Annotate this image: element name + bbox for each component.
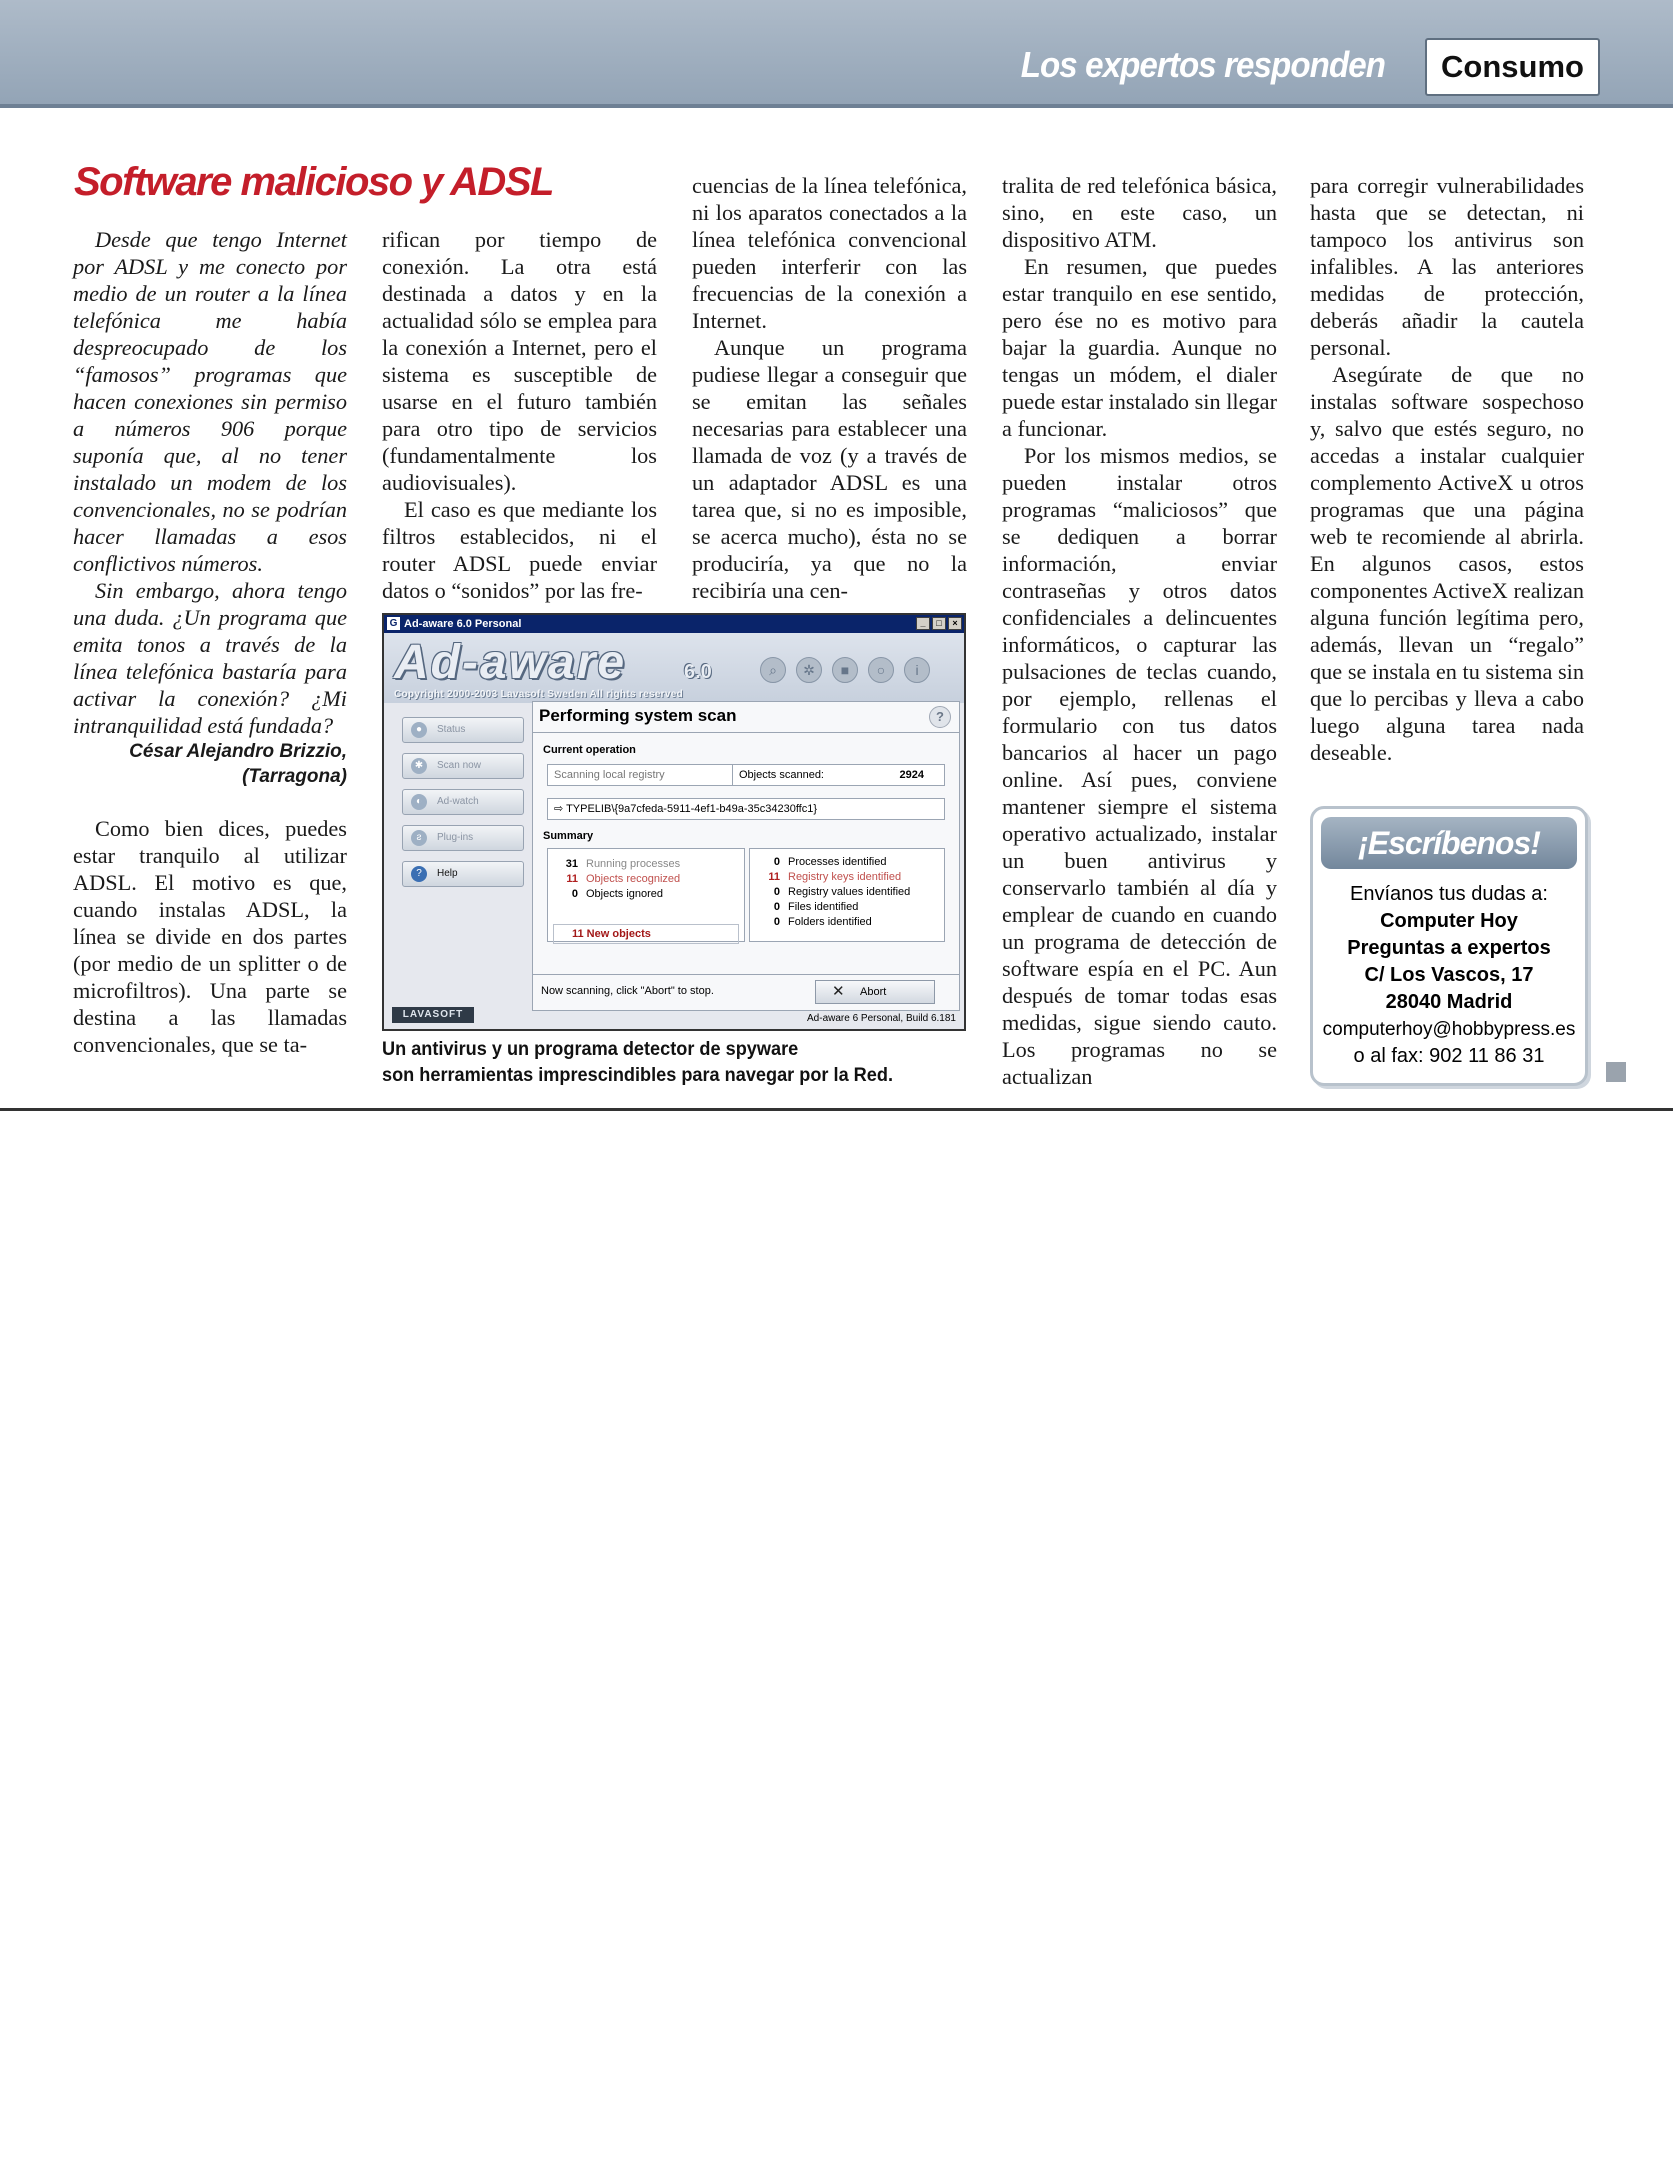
current-operation-label: Current operation: [543, 744, 636, 756]
sidebar-adwatch-button[interactable]: ◐ Ad-watch: [402, 789, 524, 815]
column-2: [382, 226, 657, 604]
consumo-tab: Consumo: [1425, 38, 1600, 96]
sidebar-status-button[interactable]: ● Status: [402, 717, 524, 743]
contact-fax: o al fax: 902 11 86 31: [1353, 1045, 1545, 1067]
column-1: [73, 226, 347, 1058]
close-icon[interactable]: ×: [948, 617, 962, 630]
section-title: Los expertos responden: [1020, 44, 1385, 85]
cube-icon[interactable]: ■: [832, 657, 858, 683]
caption-line-1: Un antivirus y un programa detector de spyware: [382, 1038, 799, 1060]
scan-panel-title: Performing system scan: [539, 706, 737, 725]
reader-question: Desde que tengo Internet por ADSL y me conecto por medio de un router a la línea telefónica me había despreocupado de los “famosos” programas que hacen conexiones sin permiso a números 906 porque suponía que, al no tener instalado un modem de los convencionales, no se podrían hacer llamadas a esos conflictivos números.: [73, 227, 347, 576]
paragraph: tralita de red telefónica básica, sino, en este caso, un dispositivo ATM.: [1002, 173, 1277, 252]
x-icon: ✕: [832, 983, 845, 1000]
summary-row: 0 Files identified: [773, 901, 859, 913]
paragraph: Aunque un programa pudiese llegar a conseguir que se emitan las señales necesarias para establecer una llamada de voz (y a través de un adaptador ADSL es una tarea que, si no es imposible, se acerca mucho), ésta no se produciría, ya que no la recibiría una cen-: [692, 335, 967, 603]
help-icon: ?: [411, 866, 427, 882]
summary-row: 11 Registry keys identified: [768, 871, 902, 883]
abort-button[interactable]: ✕ Abort: [815, 980, 935, 1004]
sidebar-plugins-button[interactable]: ƨ Plug-ins: [402, 825, 524, 851]
contact-department: Preguntas a expertos: [1347, 937, 1551, 959]
status-icon: ●: [411, 722, 427, 738]
paragraph: Por los mismos medios, se pueden instalar otros programas “maliciosos” que se dediquen a borrar información, enviar contraseñas y otros datos confidenciales a delincuentes informáticos, o capturar las pulsaciones de teclas cuando, por ejemplo, rellenas el formulario con tus datos bancarios al hacer un pago online. Así pues, conviene mantener siempre el sistema operativo actualizado, instalar un buen antivirus y conservarlo también al día y emplear de cuando en cuando un programa de detección de software espía en el PC. Aun después de tomar todas esas medidas, sigue siendo cauto. Los programas no se actualizan: [1002, 443, 1277, 1089]
contact-intro: Envíanos tus dudas a:: [1350, 883, 1548, 905]
app-icon: G: [387, 617, 400, 630]
answer-paragraph: Como bien dices, puedes estar tranquilo al utilizar ADSL. El motivo es que, cuando instalas ADSL, la línea se divide en dos partes (por medio de un splitter o de microfiltros). Una parte se destina a las llamadas convencionales, que se ta-: [73, 816, 347, 1057]
minimize-icon[interactable]: _: [916, 617, 930, 630]
window-titlebar: [384, 615, 964, 633]
summary-row: 11 Objects recognized: [566, 873, 681, 885]
objects-scanned-label: Objects scanned:: [739, 769, 824, 781]
summary-row: 0 Registry values identified: [773, 886, 911, 898]
end-of-article-mark: [1606, 1062, 1626, 1082]
app-version: 6.0: [684, 661, 712, 683]
summary-row: 0 Folders identified: [773, 916, 872, 928]
summary-right-box: [749, 848, 945, 942]
new-objects-count: 11 New objects: [553, 924, 739, 944]
maximize-icon[interactable]: □: [932, 617, 946, 630]
paragraph: para corregir vulnerabilidades hasta que se detectan, ni tampoco los antivirus son infalibles. A las anteriores medidas de protección, deberás añadir la cautela personal.: [1310, 173, 1584, 360]
registry-key-value: TYPELIB\{9a7cfeda-5911-4ef1-b49a-35c34230ffc1}: [566, 803, 818, 815]
paragraph: El caso es que mediante los filtros establecidos, ni el router ADSL puede enviar datos o “sonidos” por las fre-: [382, 497, 657, 603]
scan-panel: [532, 701, 960, 1011]
build-info: Ad-aware 6 Personal, Build 6.181: [807, 1013, 956, 1024]
status-bar: [533, 974, 959, 1010]
scan-icon: ✱: [411, 758, 427, 774]
paragraph: En resumen, que puedes estar tranquilo en ese sentido, pero ése no es motivo para bajar la guardia. Aunque no tengas un módem, el dialer puede estar instalado sin llegar a funcionar.: [1002, 254, 1277, 441]
info-icon[interactable]: i: [904, 657, 930, 683]
app-logo: Ad-aware: [394, 636, 627, 689]
article-title: Software malicioso y ADSL: [74, 160, 553, 204]
signature-name: César Alejandro Brizzio,: [129, 741, 347, 762]
adaware-screenshot: [382, 613, 966, 1031]
column-5: [1310, 172, 1584, 766]
window-title: Ad-aware 6.0 Personal: [404, 618, 522, 630]
figure-caption: [382, 1036, 940, 1088]
sidebar-help-button[interactable]: ? Help: [402, 861, 524, 887]
search-icon[interactable]: ⌕: [760, 657, 786, 683]
paragraph: rifican por tiempo de conexión. La otra está destinada a datos y en la actualidad sólo se emplea para la conexión a Internet, pero el sistema es susceptible de usarse en el futuro también para otro tipo de servicios (fundamentalmente los audiovisuales).: [382, 227, 657, 495]
adwatch-icon: ◐: [411, 794, 427, 810]
bottom-rule: [0, 1108, 1673, 1111]
summary-label: Summary: [543, 830, 594, 842]
lavasoft-logo: LAVASOFT: [392, 1007, 474, 1023]
contact-box: [1310, 806, 1588, 1086]
header-band: [0, 0, 1673, 108]
paragraph: Asegúrate de que no instalas software sospechoso y, salvo que estés seguro, no accedas a instalar cualquier complemento ActiveX u otros programas que una página web te recomiende al abrirla. En algunos casos, estos componentes ActiveX realizan alguna función legítima pero, además, llevan un “regalo” que se instala en tu sistema sin que lo percibas y lleva a cabo luego alguna tarea nada deseable.: [1310, 362, 1584, 765]
contact-city: 28040 Madrid: [1385, 991, 1513, 1013]
objects-scanned-count: 2924: [899, 769, 924, 781]
summary-row: 0 Processes identified: [773, 856, 887, 868]
registry-key-field: [547, 798, 945, 820]
column-3: [692, 172, 967, 604]
gear-icon[interactable]: ✲: [796, 657, 822, 683]
plug-icon: ƨ: [411, 830, 427, 846]
summary-row: 0 Objects ignored: [571, 888, 664, 900]
column-4: [1002, 172, 1277, 1090]
objects-scanned-field: [732, 765, 942, 785]
reader-question-2: Sin embargo, ahora tengo una duda. ¿Un programa que emita tonos a través de la línea telefónica bastaría para activar la conexión? ¿Mi intranquilidad está fundada?: [73, 578, 347, 738]
app-banner: [384, 633, 964, 703]
contact-heading: ¡Escríbenos!: [1321, 817, 1577, 869]
app-copyright: Copyright 2000-2003 Lavasoft Sweden All rights reserved: [394, 689, 684, 700]
contact-email[interactable]: computerhoy@hobbypress.es: [1322, 1019, 1576, 1040]
question-icon[interactable]: ?: [929, 706, 951, 728]
current-operation-value: Scanning local registry: [554, 769, 665, 781]
current-operation-field: [547, 764, 945, 786]
contact-street: C/ Los Vascos, 17: [1364, 964, 1534, 986]
caption-line-2: son herramientas imprescindibles para navegar por la Red.: [382, 1064, 893, 1086]
summary-row: 31 Running processes: [565, 858, 681, 870]
contact-name: Computer Hoy: [1380, 910, 1518, 932]
arrow-right-icon: ⇨: [554, 803, 567, 815]
sidebar-scan-button[interactable]: ✱ Scan now: [402, 753, 524, 779]
paragraph: cuencias de la línea telefónica, ni los aparatos conectados a la línea telefónica convencional pueden interferir con las frecuencias de la conexión a Internet.: [692, 173, 967, 333]
signature-place: (Tarragona): [242, 766, 347, 787]
magnifier-icon[interactable]: ○: [868, 657, 894, 683]
status-text: Now scanning, click "Abort" to stop.: [541, 985, 714, 997]
